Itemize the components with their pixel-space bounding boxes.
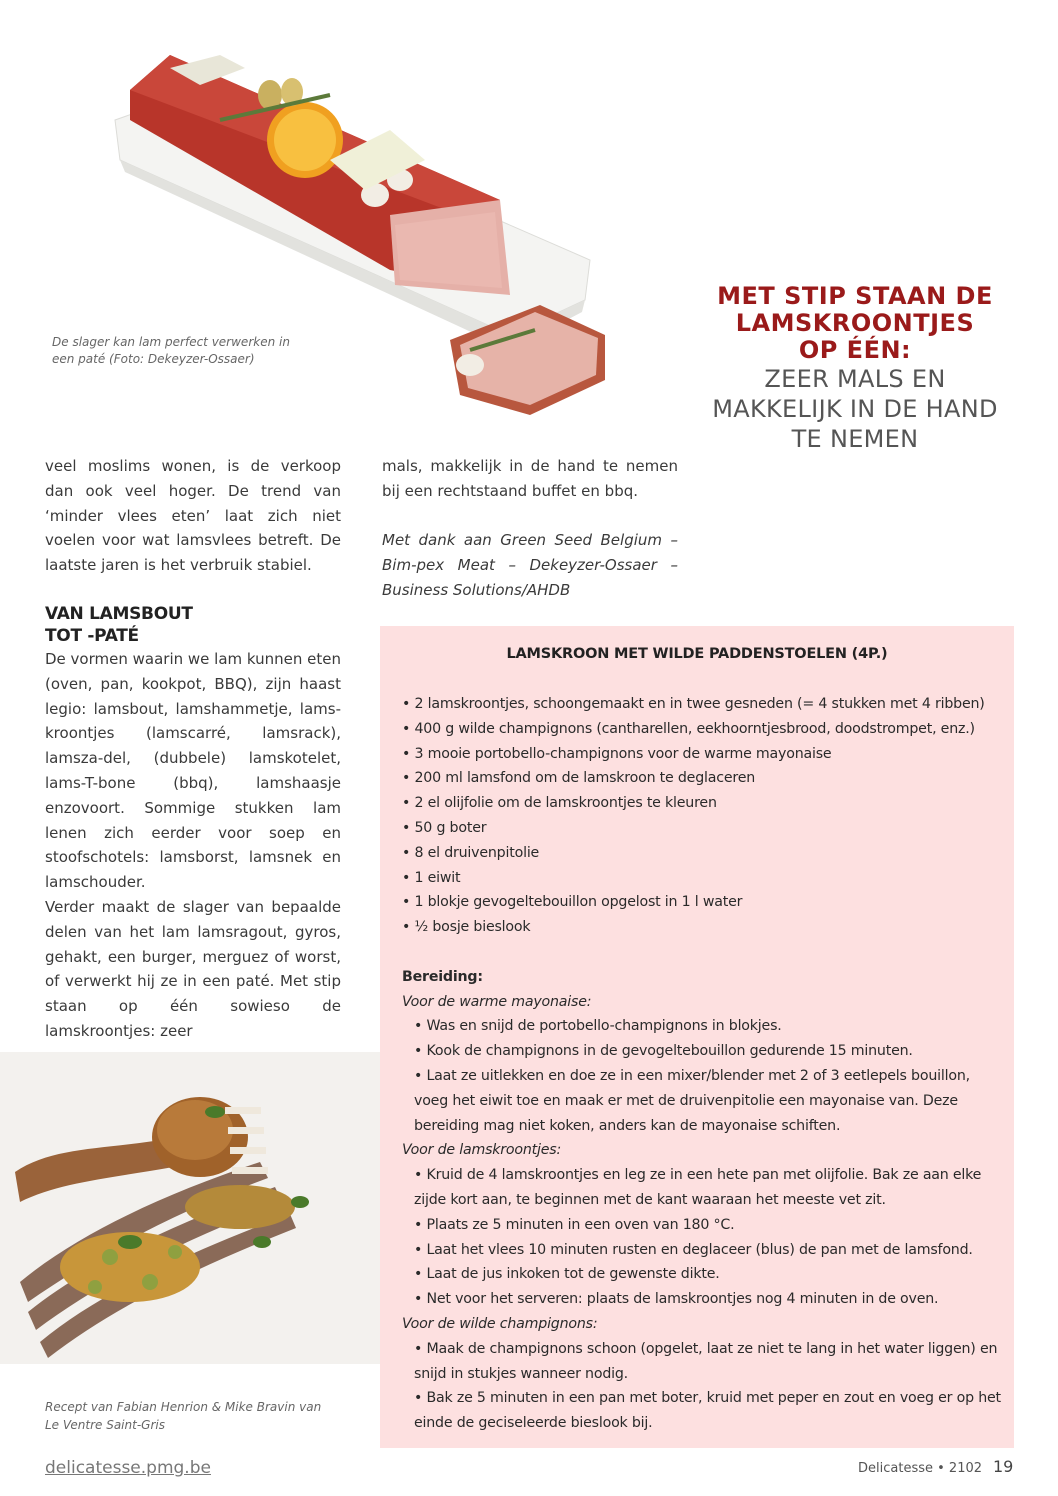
- photo-caption-top: De slager kan lam perfect verwerken in een paté (Foto: Dekeyzer-Ossaer): [52, 335, 290, 366]
- dish-photo: [0, 1052, 380, 1364]
- recipe-step: • Net voor het serveren: plaats de lamskroontjes nog 4 minuten in de oven.: [414, 1291, 939, 1308]
- recipe-subsection-title: Voor de warme mayonaise:: [402, 993, 592, 1010]
- ingredient-item: • 3 mooie portobello-champignons voor de warme mayonaise: [402, 745, 832, 762]
- paragraph: mals, makkelijk in de hand te nemen bij een rechtstaand buffet en bbq.: [382, 457, 678, 500]
- recipe-body: [402, 692, 1002, 1436]
- recipe-step: • Laat het vlees 10 minuten rusten en deglaceer (blus) de pan met de lamsfond.: [414, 1241, 973, 1258]
- ingredient-item: • 1 blokje gevogeltebouillon opgelost in 1 l water: [402, 894, 743, 911]
- recipe-step: • Kruid de 4 lamskroontjes en leg ze in een hete pan met olijfolie. Bak ze aan elke zijde kort aan, te beginnen met de kant waaraan het meeste vet zit.: [414, 1167, 982, 1208]
- pull-quote-line: LAMSKROONTJES: [735, 309, 975, 337]
- recipe-step: • Was en snijd de portobello-champignons in blokjes.: [414, 1018, 782, 1035]
- recipe-box: [380, 626, 1014, 1448]
- ingredient-item: • 2 lamskroontjes, schoongemaakt en in twee gesneden (= 4 stukken met 4 ribben): [402, 696, 985, 712]
- section-heading-line: VAN LAMSBOUT: [45, 603, 193, 624]
- paragraph: Verder maakt de slager van bepaalde delen van het lam lamsragout, gyros, gehakt, een burger, merguez of worst, of verwerkt hij ze in een paté. Met stip staan op één sowieso de lamskroontjes: zeer: [45, 897, 341, 1040]
- ingredient-item: • 400 g wilde champignons (cantharellen, eekhoorntjesbrood, doodstrompet, enz.): [402, 720, 975, 737]
- pull-quote-line: OP ÉÉN:: [798, 336, 912, 364]
- acknowledgements: Met dank aan Green Seed Belgium – Bim-pex Meat – Dekeyzer-Ossaer – Business Solutions/AHDB: [382, 531, 678, 599]
- pull-quote-line: ZEER MALS EN: [764, 365, 946, 393]
- recipe-step: • Maak de champignons schoon (opgelet, laat ze niet te lang in het water liggen) en snijd in stukjes wanneer nodig.: [414, 1340, 998, 1382]
- article-column-1: [45, 454, 341, 1044]
- pull-quote-line: MAKKELIJK IN DE HAND: [712, 395, 998, 423]
- pull-quote-line: MET STIP STAAN DE: [717, 282, 993, 310]
- pate-photo: [30, 0, 640, 450]
- ingredient-item: • 1 eiwit: [402, 869, 461, 886]
- recipe-step: • Bak ze 5 minuten in een pan met boter, kruid met peper en zout en voeg er op het einde de geciseleerde bieslook bij.: [414, 1390, 1001, 1432]
- ingredient-item: • ½ bosje bieslook: [402, 919, 531, 936]
- article-column-2: [382, 454, 678, 603]
- section-heading: [45, 603, 341, 647]
- section-heading-line: TOT -PATÉ: [45, 625, 139, 646]
- recipe-subsection-title: Voor de lamskroontjes:: [402, 1142, 562, 1159]
- pull-quote-line: TE NEMEN: [791, 425, 919, 453]
- recipe-step: • Kook de champignons in de gevogeltebouillon gedurende 15 minuten.: [414, 1043, 913, 1060]
- page-number: 19: [993, 1457, 1014, 1476]
- recipe-step: • Laat ze uitlekken en doe ze in een mixer/blender met 2 of 3 eetlepels bouillon, voeg het eiwit toe en maak er met de druivenpitolie een mayonaise van. Deze bereiding mag niet koken, anders kan de mayonaise schiften.: [414, 1067, 970, 1134]
- ingredient-item: • 200 ml lamsfond om de lamskroon te deglaceren: [402, 770, 756, 787]
- footer-magazine-issue: Delicatesse • 2102: [858, 1461, 983, 1476]
- recipe-subsection-title: Voor de wilde champignons:: [402, 1315, 598, 1332]
- footer-website-link[interactable]: delicatesse.pmg.be: [45, 1458, 211, 1478]
- photo-caption-bottom: Recept van Fabian Henrion & Mike Bravin van Le Ventre Saint-Gris: [45, 1400, 322, 1432]
- recipe-step: • Plaats ze 5 minuten in een oven van 180 °C.: [414, 1216, 735, 1233]
- paragraph: veel moslims wonen, is de verkoop dan ook veel hoger. De trend van ‘minder vlees eten’ laat zich niet voelen voor wat lamsvlees betreft. De laatste jaren is het verbruik stabiel.: [45, 457, 341, 575]
- preparation-label: Bereiding:: [402, 968, 483, 985]
- pull-quote: [700, 283, 1010, 454]
- recipe-title: LAMSKROON MET WILDE PADDENSTOELEN (4P.): [506, 646, 888, 662]
- recipe-step: • Laat de jus inkoken tot de gewenste dikte.: [414, 1266, 720, 1283]
- ingredient-item: • 50 g boter: [402, 819, 487, 836]
- ingredient-item: • 2 el olijfolie om de lamskroontjes te kleuren: [402, 795, 717, 812]
- paragraph: De vormen waarin we lam kunnen eten (oven, pan, kookpot, BBQ), zijn haast legio: lamsbout, lamshammetje, lams-kroontjes (lamscarré, lamsrack), lamsza-del, (dubbele) lamskotelet, lams-T-bone (bbq), lamshaasje enzovoort. Sommige stukken lam lenen zich eerder voor soep en stoofschotels: lamsborst, lamsnek en lamschouder.: [45, 649, 341, 892]
- ingredient-item: • 8 el druivenpitolie: [402, 844, 540, 861]
